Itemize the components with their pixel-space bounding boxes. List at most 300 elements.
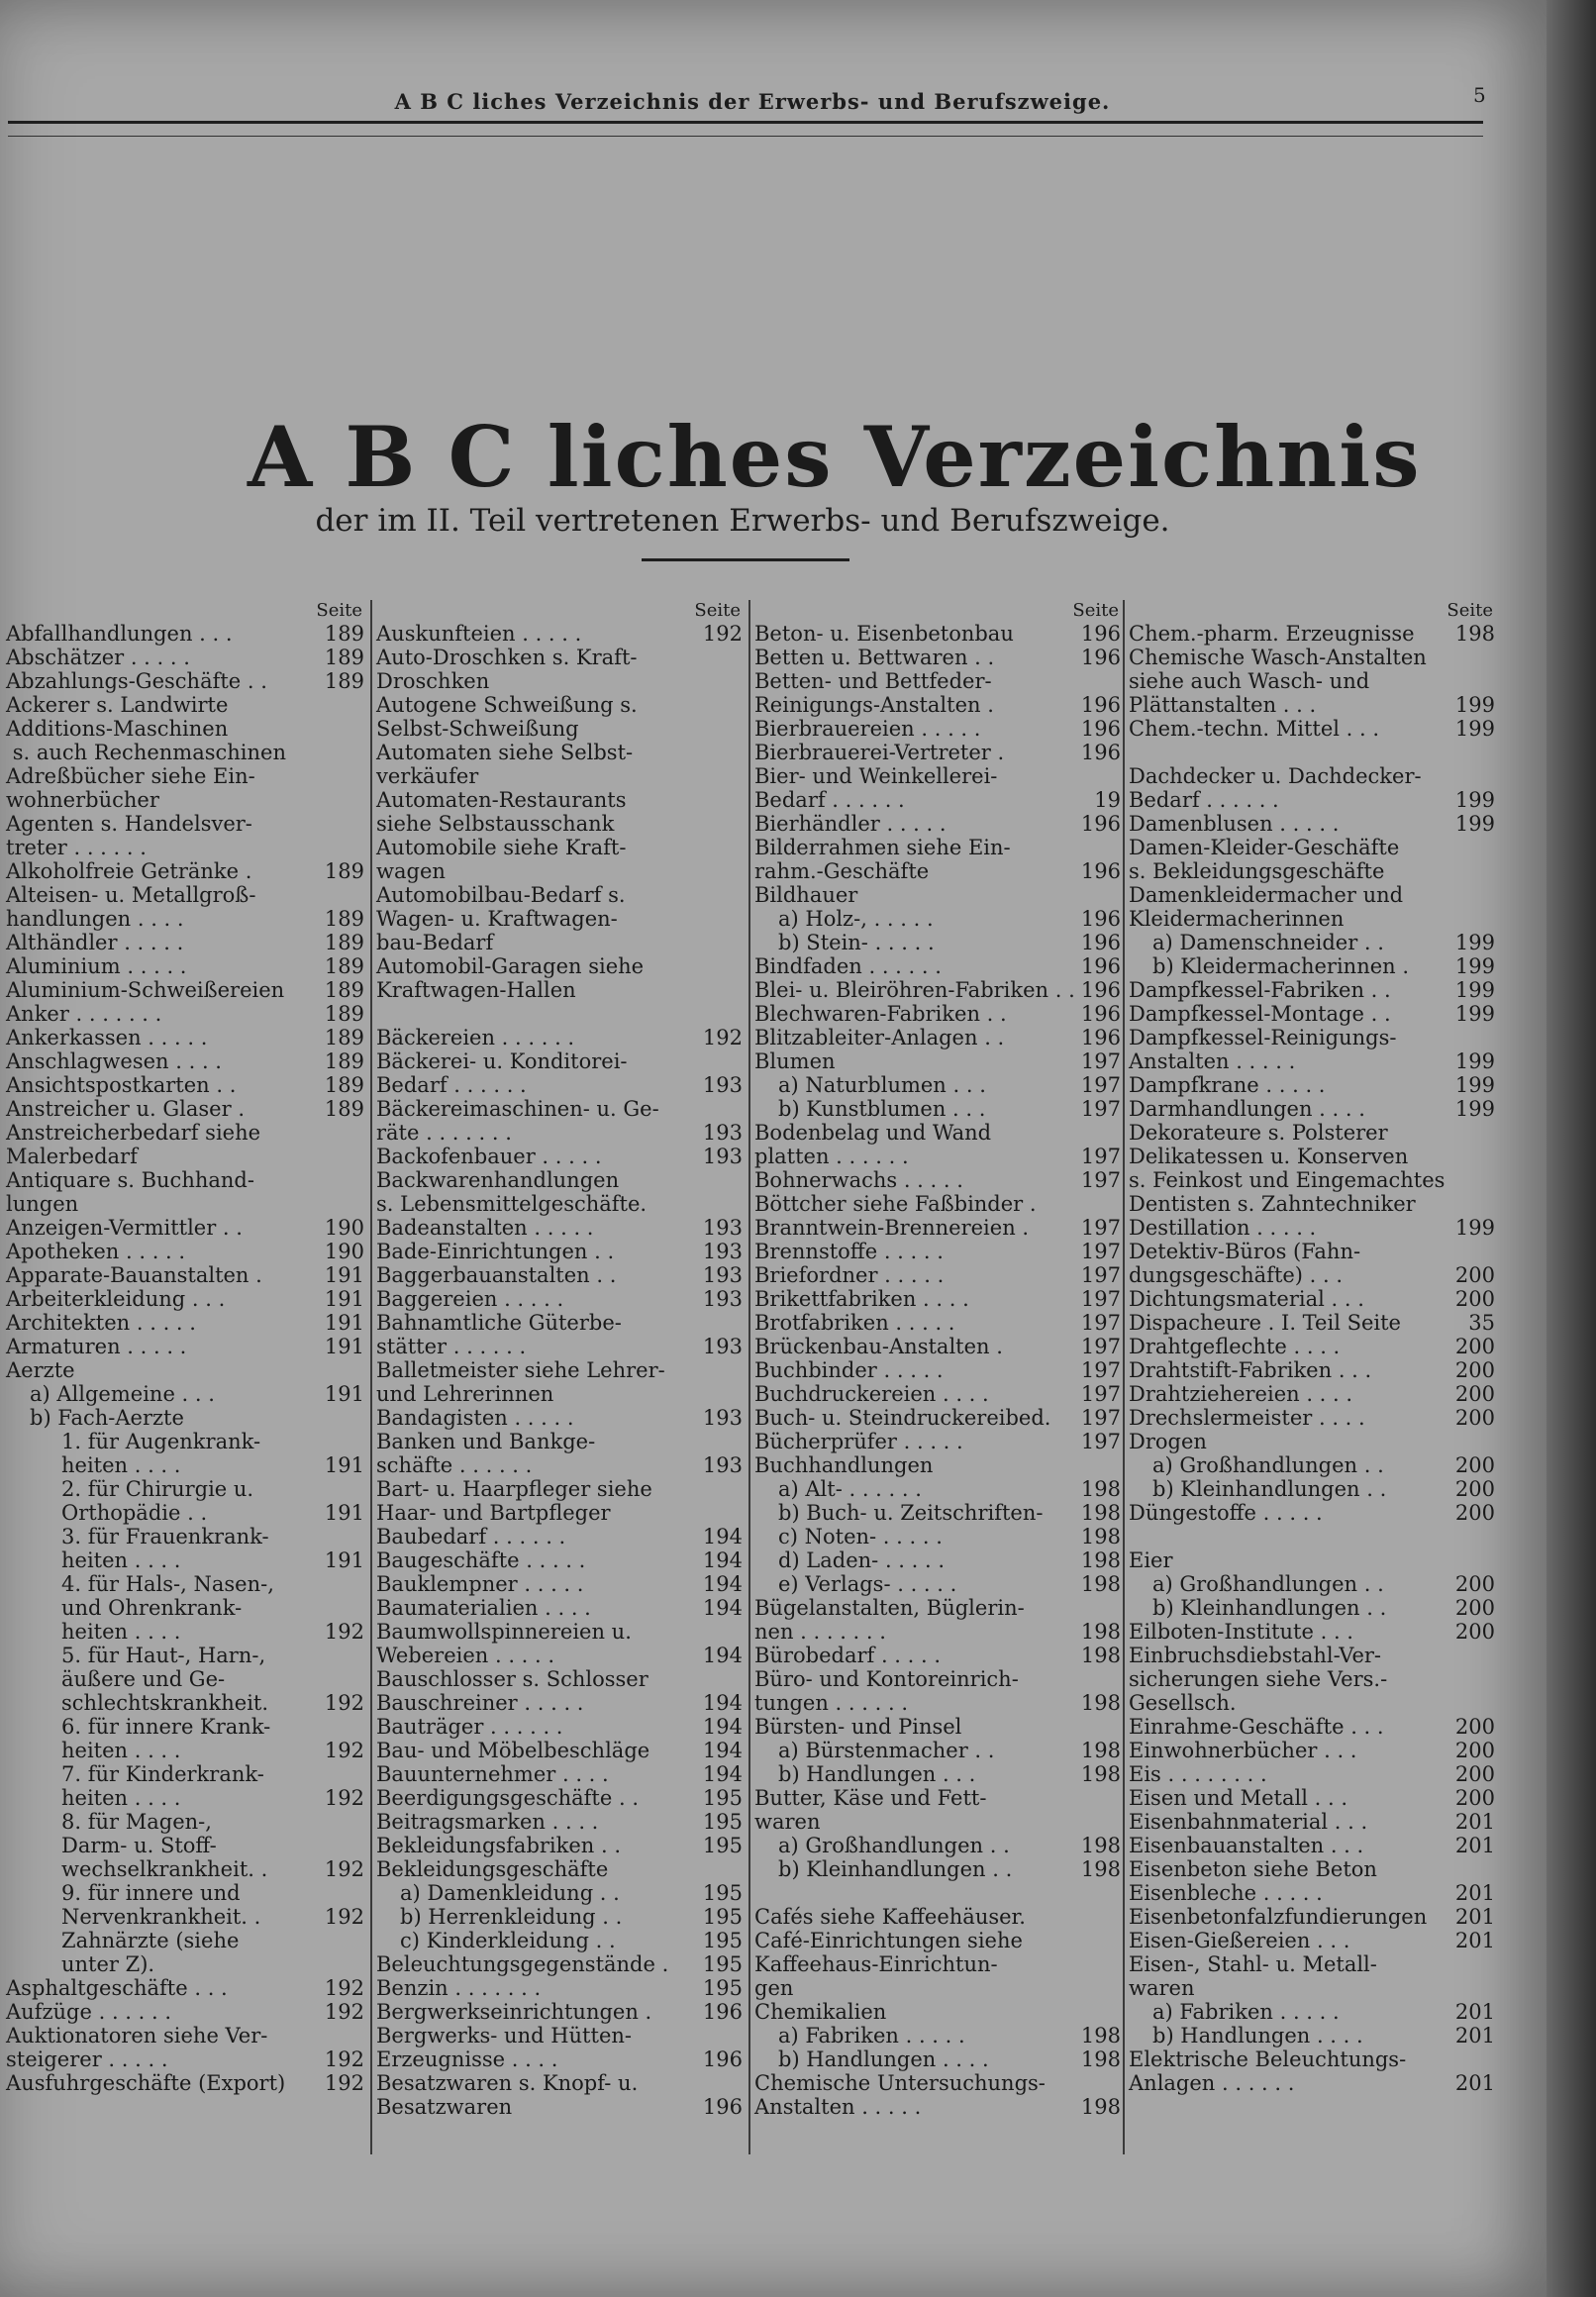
entry-page-number: 199 <box>1454 931 1495 954</box>
entry-label: Büro- und Kontoreinrich- tungen . . . . . . <box>754 1667 1019 1715</box>
entry-label: a) Alt- . . . . . . <box>778 1477 922 1501</box>
seite-label: Seite <box>1072 600 1119 621</box>
index-entry <box>1129 1715 1495 1739</box>
entry-page-number: 193 <box>702 1406 743 1430</box>
page-number: 5 <box>1473 83 1486 107</box>
entry-page-number: 195 <box>702 1929 743 1952</box>
entry-label: Besatzwaren s. Knopf- u. Besatzwaren <box>376 2071 639 2119</box>
index-entry <box>6 1715 364 1762</box>
index-entry <box>754 1192 1121 1216</box>
entry-page-number: 198 <box>1454 622 1495 646</box>
index-entry <box>376 646 743 693</box>
entry-label: Ankerkassen . . . . . <box>6 1026 208 1049</box>
index-entry <box>754 1287 1121 1311</box>
entry-page-number: 191 <box>324 1501 364 1525</box>
index-entry <box>6 646 364 669</box>
index-entry <box>1129 1905 1495 1929</box>
index-entry <box>376 741 743 788</box>
entry-page-number: 198 <box>1080 2047 1121 2071</box>
index-entry <box>754 954 1121 978</box>
entry-label: Badeanstalten . . . . . <box>376 1216 594 1240</box>
entry-label: Dichtungsmaterial . . . <box>1129 1287 1364 1311</box>
entry-label: b) Handlungen . . . . <box>778 2047 989 2071</box>
entry-label: Bierbrauereien . . . . . <box>754 717 981 741</box>
entry-page-number: 197 <box>1080 1335 1121 1358</box>
entry-page-number: 192 <box>324 1976 364 2000</box>
index-entry <box>1129 1358 1495 1382</box>
entry-label: 7. für Kinderkrank- heiten . . . . <box>61 1762 264 1810</box>
index-entry <box>1129 1857 1495 1881</box>
entry-label: Aluminium . . . . . <box>6 954 187 978</box>
index-entry <box>6 1929 364 1976</box>
index-entry <box>1129 883 1495 931</box>
entry-label: a) Allgemeine . . . <box>30 1382 215 1406</box>
entry-page-number: 193 <box>702 1145 743 1168</box>
entry-label: Baubedarf . . . . . . <box>376 1525 566 1548</box>
entry-page-number: 192 <box>324 2071 364 2095</box>
index-entry <box>6 1026 364 1049</box>
index-entry <box>1129 1881 1495 1905</box>
index-entry <box>6 812 364 859</box>
entry-label: Aufzüge . . . . . . <box>6 2000 172 2024</box>
entry-page-number: 192 <box>324 2047 364 2071</box>
seite-label: Seite <box>694 600 741 621</box>
entry-label: Dekorateure s. Polsterer <box>1129 1121 1388 1145</box>
entry-label: Bindfaden . . . . . . <box>754 954 942 978</box>
entry-label: 1. für Augenkrank- heiten . . . . <box>61 1430 261 1477</box>
entry-label: Dampfkrane . . . . . <box>1129 1073 1326 1097</box>
entry-page-number: 198 <box>1080 1857 1121 1881</box>
entry-label: Bürobedarf . . . . . <box>754 1644 942 1667</box>
entry-label: Armaturen . . . . . <box>6 1335 187 1358</box>
index-entry <box>376 693 743 741</box>
entry-page-number: 201 <box>1454 1905 1495 1929</box>
entry-page-number: 196 <box>1080 1002 1121 1026</box>
entry-page-number: 198 <box>1080 1691 1121 1715</box>
index-entry <box>754 1168 1121 1192</box>
entry-label: Buchdruckereien . . . . <box>754 1382 989 1406</box>
entry-label: b) Kunstblumen . . . <box>778 1097 986 1121</box>
entry-label: Delikatessen u. Konserven s. Feinkost und Eingemachtes <box>1129 1145 1446 1192</box>
index-entry <box>6 1335 364 1358</box>
entry-label: Anschlagwesen . . . . <box>6 1049 222 1073</box>
index-entry <box>6 764 364 812</box>
section-gap <box>376 1002 743 1026</box>
index-entry <box>6 1382 364 1406</box>
entry-page-number: 191 <box>324 1335 364 1358</box>
entry-page-number: 192 <box>324 1857 364 1881</box>
index-entry <box>754 1786 1121 1834</box>
index-entry <box>6 1311 364 1335</box>
entry-label: Bügelanstalten, Büglerin- nen . . . . . . . <box>754 1596 1025 1644</box>
entry-label: Darmhandlungen . . . . <box>1129 1097 1365 1121</box>
entry-label: Baggereien . . . . . <box>376 1287 564 1311</box>
entry-page-number: 198 <box>1080 1834 1121 1857</box>
index-entry <box>1129 1739 1495 1762</box>
entry-page-number: 200 <box>1454 1358 1495 1382</box>
index-entry <box>376 2000 743 2024</box>
index-entry <box>754 646 1121 669</box>
index-entry <box>1129 1002 1495 1026</box>
entry-page-number: 201 <box>1454 1881 1495 1905</box>
index-entry <box>376 1240 743 1263</box>
entry-page-number: 191 <box>324 1382 364 1406</box>
entry-label: Eier <box>1129 1548 1173 1572</box>
entry-page-number: 200 <box>1454 1287 1495 1311</box>
entry-page-number: 198 <box>1080 1548 1121 1572</box>
index-entry <box>6 1121 364 1168</box>
entry-page-number: 197 <box>1080 1287 1121 1311</box>
entry-page-number: 193 <box>702 1335 743 1358</box>
entry-label: 3. für Frauenkrank- heiten . . . . <box>61 1525 269 1572</box>
entry-label: Beitragsmarken . . . . <box>376 1810 599 1834</box>
index-entry <box>376 1976 743 2000</box>
index-entry <box>1129 1192 1495 1216</box>
entry-page-number: 196 <box>1080 978 1121 1002</box>
entry-label: Bücherprüfer . . . . . <box>754 1430 963 1453</box>
index-entry <box>1129 1929 1495 1952</box>
index-entry <box>376 1026 743 1049</box>
entry-label: Eilboten-Institute . . . <box>1129 1620 1353 1644</box>
entry-label: c) Kinderkleidung . . <box>400 1929 616 1952</box>
entry-page-number: 196 <box>702 2000 743 2024</box>
index-entry <box>376 1263 743 1287</box>
entry-page-number: 198 <box>1080 1620 1121 1644</box>
entry-label: Detektiv-Büros (Fahn- dungsgeschäfte) . . . <box>1129 1240 1361 1287</box>
entry-page-number: 194 <box>702 1715 743 1739</box>
entry-label: Auskunfteien . . . . . <box>376 622 582 646</box>
entry-label: Butter, Käse und Fett- waren <box>754 1786 987 1834</box>
index-entry <box>6 1073 364 1097</box>
section-gap <box>754 1881 1121 1905</box>
entry-page-number: 194 <box>702 1691 743 1715</box>
index-entry <box>376 1287 743 1311</box>
entry-page-number: 199 <box>1454 954 1495 978</box>
entry-label: Benzin . . . . . . . <box>376 1976 542 2000</box>
index-entry <box>1129 1382 1495 1406</box>
entry-label: Bierhändler . . . . . <box>754 812 947 836</box>
entry-page-number: 199 <box>1454 1097 1495 1121</box>
entry-label: Bade-Einrichtungen . . <box>376 1240 615 1263</box>
index-entry <box>1129 2024 1495 2047</box>
entry-label: Eisenbahnmaterial . . . <box>1129 1810 1368 1834</box>
index-entry <box>376 1216 743 1240</box>
entry-label: Eisen-Gießereien . . . <box>1129 1929 1350 1952</box>
index-entry <box>376 1596 743 1620</box>
index-entry <box>376 2071 743 2119</box>
index-entry <box>754 1572 1121 1596</box>
entry-label: b) Kleinhandlungen . . <box>1152 1477 1387 1501</box>
entry-label: Additions-Maschinen s. auch Rechenmaschinen <box>6 717 286 764</box>
entry-label: Dispacheure . I. Teil Seite <box>1129 1311 1401 1335</box>
entry-page-number: 192 <box>324 1739 364 1762</box>
entry-page-number: 199 <box>1454 788 1495 812</box>
index-entry <box>1129 1216 1495 1240</box>
entry-label: Bauunternehmer . . . . <box>376 1762 609 1786</box>
entry-page-number: 197 <box>1080 1263 1121 1287</box>
entry-label: Beton- u. Eisenbetonbau <box>754 622 1014 646</box>
index-entry <box>754 1097 1121 1121</box>
entry-label: Bandagisten . . . . . <box>376 1406 574 1430</box>
entry-page-number: 195 <box>702 1976 743 2000</box>
index-entry <box>1129 622 1495 646</box>
entry-label: Abschätzer . . . . . <box>6 646 190 669</box>
index-column-1 <box>6 600 364 2095</box>
entry-label: Einwohnerbücher . . . <box>1129 1739 1357 1762</box>
entry-label: Damen-Kleider-Geschäfte s. Bekleidungsgeschäfte <box>1129 836 1400 883</box>
entry-label: b) Kleinhandlungen . . <box>778 1857 1013 1881</box>
entry-page-number: 191 <box>324 1453 364 1477</box>
index-entry <box>754 907 1121 931</box>
entry-label: e) Verlags- . . . . . <box>778 1572 957 1596</box>
entry-page-number: 198 <box>1080 1739 1121 1762</box>
entry-label: Banken und Bankge- schäfte . . . . . . <box>376 1430 596 1477</box>
entry-label: Alkoholfreie Getränke . <box>6 859 252 883</box>
index-entry <box>754 1525 1121 1548</box>
index-entry <box>1129 1073 1495 1097</box>
entry-page-number: 197 <box>1080 1073 1121 1097</box>
entry-label: Balletmeister siehe Lehrer- und Lehrerinnen <box>376 1358 665 1406</box>
entry-page-number: 200 <box>1454 1453 1495 1477</box>
entry-page-number: 200 <box>1454 1477 1495 1501</box>
index-entry <box>6 1762 364 1810</box>
entry-label: Blechwaren-Fabriken . . <box>754 1002 1007 1026</box>
index-entry <box>376 1929 743 1952</box>
index-entry <box>6 1477 364 1525</box>
index-entry <box>6 931 364 954</box>
column-divider <box>370 600 372 2154</box>
entry-page-number: 195 <box>702 1834 743 1857</box>
entry-label: a) Damenkleidung . . <box>400 1881 620 1905</box>
entry-label: Böttcher siehe Faßbinder . <box>754 1192 1037 1216</box>
index-entry <box>1129 1145 1495 1192</box>
entry-page-number: 189 <box>324 1002 364 1026</box>
entry-page-number: 195 <box>702 1905 743 1929</box>
entry-label: Bierbrauerei-Vertreter . <box>754 741 1005 764</box>
index-entry <box>6 859 364 883</box>
entry-label: Abfallhandlungen . . . <box>6 622 233 646</box>
entry-label: Bilderrahmen siehe Ein- rahm.-Geschäfte <box>754 836 1011 883</box>
entry-label: Althändler . . . . . <box>6 931 184 954</box>
entry-label: Bergwerkseinrichtungen . <box>376 2000 652 2024</box>
entry-page-number: 197 <box>1080 1145 1121 1168</box>
index-entry <box>6 1049 364 1073</box>
entry-page-number: 200 <box>1454 1762 1495 1786</box>
entry-label: b) Buch- u. Zeitschriften- <box>778 1501 1044 1525</box>
index-entry <box>754 1311 1121 1335</box>
entry-page-number: 196 <box>702 2047 743 2071</box>
section-gap <box>1129 741 1495 764</box>
entry-label: Blumen <box>754 1049 836 1073</box>
index-entry <box>754 1335 1121 1358</box>
entry-page-number: 198 <box>1080 1762 1121 1786</box>
entry-page-number: 189 <box>324 1073 364 1097</box>
index-entry <box>376 1311 743 1358</box>
index-entry <box>1129 1762 1495 1786</box>
entry-page-number: 195 <box>702 1952 743 1976</box>
index-entry <box>1129 1952 1495 2000</box>
index-entry <box>6 622 364 646</box>
entry-page-number: 197 <box>1080 1406 1121 1430</box>
entry-label: Blei- u. Bleiröhren-Fabriken . . <box>754 978 1075 1002</box>
entry-label: Drahtstift-Fabriken . . . <box>1129 1358 1372 1382</box>
index-entry <box>1129 1810 1495 1834</box>
entry-page-number: 200 <box>1454 1596 1495 1620</box>
entry-page-number: 197 <box>1080 1097 1121 1121</box>
entry-page-number: 200 <box>1454 1501 1495 1525</box>
entry-label: Apparate-Bauanstalten . <box>6 1263 262 1287</box>
entry-page-number: 196 <box>1080 646 1121 669</box>
entry-label: Brennstoffe . . . . . <box>754 1240 944 1263</box>
entry-label: Eisenbeton siehe Beton <box>1129 1857 1377 1881</box>
index-entry <box>6 717 364 764</box>
index-entry <box>6 1240 364 1263</box>
entry-page-number: 198 <box>1080 2095 1121 2119</box>
entry-page-number: 199 <box>1454 978 1495 1002</box>
entry-label: Beleuchtungsgegenstände . <box>376 1952 669 1976</box>
entry-label: b) Kleinhandlungen . . <box>1152 1596 1387 1620</box>
entry-label: Bekleidungsfabriken . . <box>376 1834 622 1857</box>
entry-page-number: 194 <box>702 1762 743 1786</box>
index-entry <box>6 2024 364 2071</box>
entry-label: d) Laden- . . . . . <box>778 1548 946 1572</box>
index-entry <box>754 836 1121 883</box>
index-entry <box>376 1810 743 1834</box>
entry-page-number: 196 <box>1080 622 1121 646</box>
entry-label: Ackerer s. Landwirte <box>6 693 229 717</box>
entry-label: Dampfkessel-Reinigungs- Anstalten . . . . . <box>1129 1026 1397 1073</box>
entry-label: Agenten s. Handelsver- treter . . . . . . <box>6 812 252 859</box>
entry-page-number: 194 <box>702 1548 743 1572</box>
entry-page-number: 196 <box>1080 812 1121 836</box>
index-entry <box>1129 1644 1495 1715</box>
header-rule-thin <box>8 136 1483 137</box>
entry-page-number: 195 <box>702 1786 743 1810</box>
entry-label: Chemische Untersuchungs- Anstalten . . . . . <box>754 2071 1046 2119</box>
index-entry <box>754 1501 1121 1525</box>
entry-label: Aluminium-Schweißereien <box>6 978 285 1002</box>
entry-label: Adreßbücher siehe Ein- wohnerbücher <box>6 764 255 812</box>
index-entry <box>1129 1501 1495 1525</box>
index-entry <box>1129 1572 1495 1596</box>
entry-page-number: 199 <box>1454 693 1495 717</box>
index-entry <box>754 741 1121 764</box>
index-entry <box>6 1002 364 1026</box>
entry-page-number: 198 <box>1080 1572 1121 1596</box>
entry-label: Chem.-pharm. Erzeugnisse <box>1129 622 1415 646</box>
entry-page-number: 189 <box>324 907 364 931</box>
entry-label: Drogen <box>1129 1430 1207 1453</box>
entry-page-number: 196 <box>1080 741 1121 764</box>
index-entry <box>376 788 743 836</box>
index-entry <box>754 883 1121 907</box>
index-entry <box>1129 2000 1495 2024</box>
entry-label: a) Damenschneider . . <box>1152 931 1384 954</box>
entry-label: Dentisten s. Zahntechniker <box>1129 1192 1416 1216</box>
entry-label: a) Bürstenmacher . . <box>778 1739 995 1762</box>
entry-label: Arbeiterkleidung . . . <box>6 1287 226 1311</box>
index-entry <box>754 978 1121 1002</box>
entry-page-number: 35 <box>1468 1311 1495 1335</box>
index-entry <box>376 954 743 1002</box>
entry-label: Eisen-, Stahl- u. Metall- waren <box>1129 1952 1377 2000</box>
entry-page-number: 196 <box>1080 1026 1121 1049</box>
index-entry <box>376 1691 743 1715</box>
entry-page-number: 194 <box>702 1572 743 1596</box>
entry-page-number: 194 <box>702 1739 743 1762</box>
page-edge-shadow <box>1546 0 1596 2297</box>
index-entry <box>376 1477 743 1525</box>
entry-label: c) Noten- . . . . . <box>778 1525 943 1548</box>
entry-label: Bauträger . . . . . . <box>376 1715 563 1739</box>
index-entry <box>6 1572 364 1644</box>
index-entry <box>376 1430 743 1477</box>
index-entry <box>376 2024 743 2071</box>
index-entry <box>376 883 743 954</box>
entry-page-number: 197 <box>1080 1382 1121 1406</box>
entry-page-number: 201 <box>1454 1834 1495 1857</box>
index-entry <box>376 1049 743 1097</box>
index-entry <box>754 1263 1121 1287</box>
entry-page-number: 196 <box>1080 907 1121 931</box>
entry-page-number: 201 <box>1454 1810 1495 1834</box>
entry-page-number: 191 <box>324 1287 364 1311</box>
entry-page-number: 198 <box>1080 1477 1121 1501</box>
entry-page-number: 201 <box>1454 2000 1495 2024</box>
index-entry <box>1129 1620 1495 1644</box>
entry-label: Beerdigungsgeschäfte . . <box>376 1786 639 1810</box>
index-entry <box>754 1762 1121 1786</box>
index-entry <box>376 622 743 646</box>
entry-label: Café-Einrichtungen siehe Kaffeehaus-Einrichtun- gen <box>754 1929 1023 2000</box>
entry-page-number: 199 <box>1454 717 1495 741</box>
entry-label: Anstreicherbedarf siehe Malerbedarf <box>6 1121 261 1168</box>
entry-label: Bäckereimaschinen- u. Ge- räte . . . . . . . <box>376 1097 659 1145</box>
index-entry <box>754 1240 1121 1263</box>
entry-page-number: 194 <box>702 1596 743 1620</box>
entry-page-number: 197 <box>1080 1358 1121 1382</box>
index-entry <box>1129 1121 1495 1145</box>
entry-page-number: 196 <box>1080 931 1121 954</box>
entry-page-number: 199 <box>1454 1002 1495 1026</box>
index-entry <box>6 883 364 931</box>
entry-label: Eisenbleche . . . . . <box>1129 1881 1323 1905</box>
entry-label: Baumaterialien . . . . <box>376 1596 591 1620</box>
index-entry <box>376 1406 743 1430</box>
entry-label: Drechslermeister . . . . <box>1129 1406 1365 1430</box>
entry-page-number: 190 <box>324 1240 364 1263</box>
index-entry <box>754 1905 1121 1929</box>
entry-label: Zahnärzte (siehe unter Z). <box>61 1929 240 1976</box>
entry-page-number: 189 <box>324 978 364 1002</box>
entry-label: Buch- u. Steindruckereibed. <box>754 1406 1051 1430</box>
entry-label: Bauschreiner . . . . . <box>376 1691 584 1715</box>
entry-page-number: 199 <box>1454 1216 1495 1240</box>
index-entry <box>376 1834 743 1857</box>
entry-label: a) Großhandlungen . . <box>778 1834 1010 1857</box>
entry-label: Briefordner . . . . . <box>754 1263 945 1287</box>
index-entry <box>376 1572 743 1596</box>
index-entry <box>6 1406 364 1430</box>
entry-label: Damenkleidermacher und Kleidermacherinnen <box>1129 883 1404 931</box>
entry-label: Automaten-Restaurants siehe Selbstausschank <box>376 788 627 836</box>
entry-page-number: 191 <box>324 1311 364 1335</box>
entry-page-number: 189 <box>324 646 364 669</box>
index-entry <box>6 1525 364 1572</box>
entry-label: Auto-Droschken s. Kraft- Droschken <box>376 646 638 693</box>
index-entry <box>376 1786 743 1810</box>
index-entry <box>6 1881 364 1929</box>
